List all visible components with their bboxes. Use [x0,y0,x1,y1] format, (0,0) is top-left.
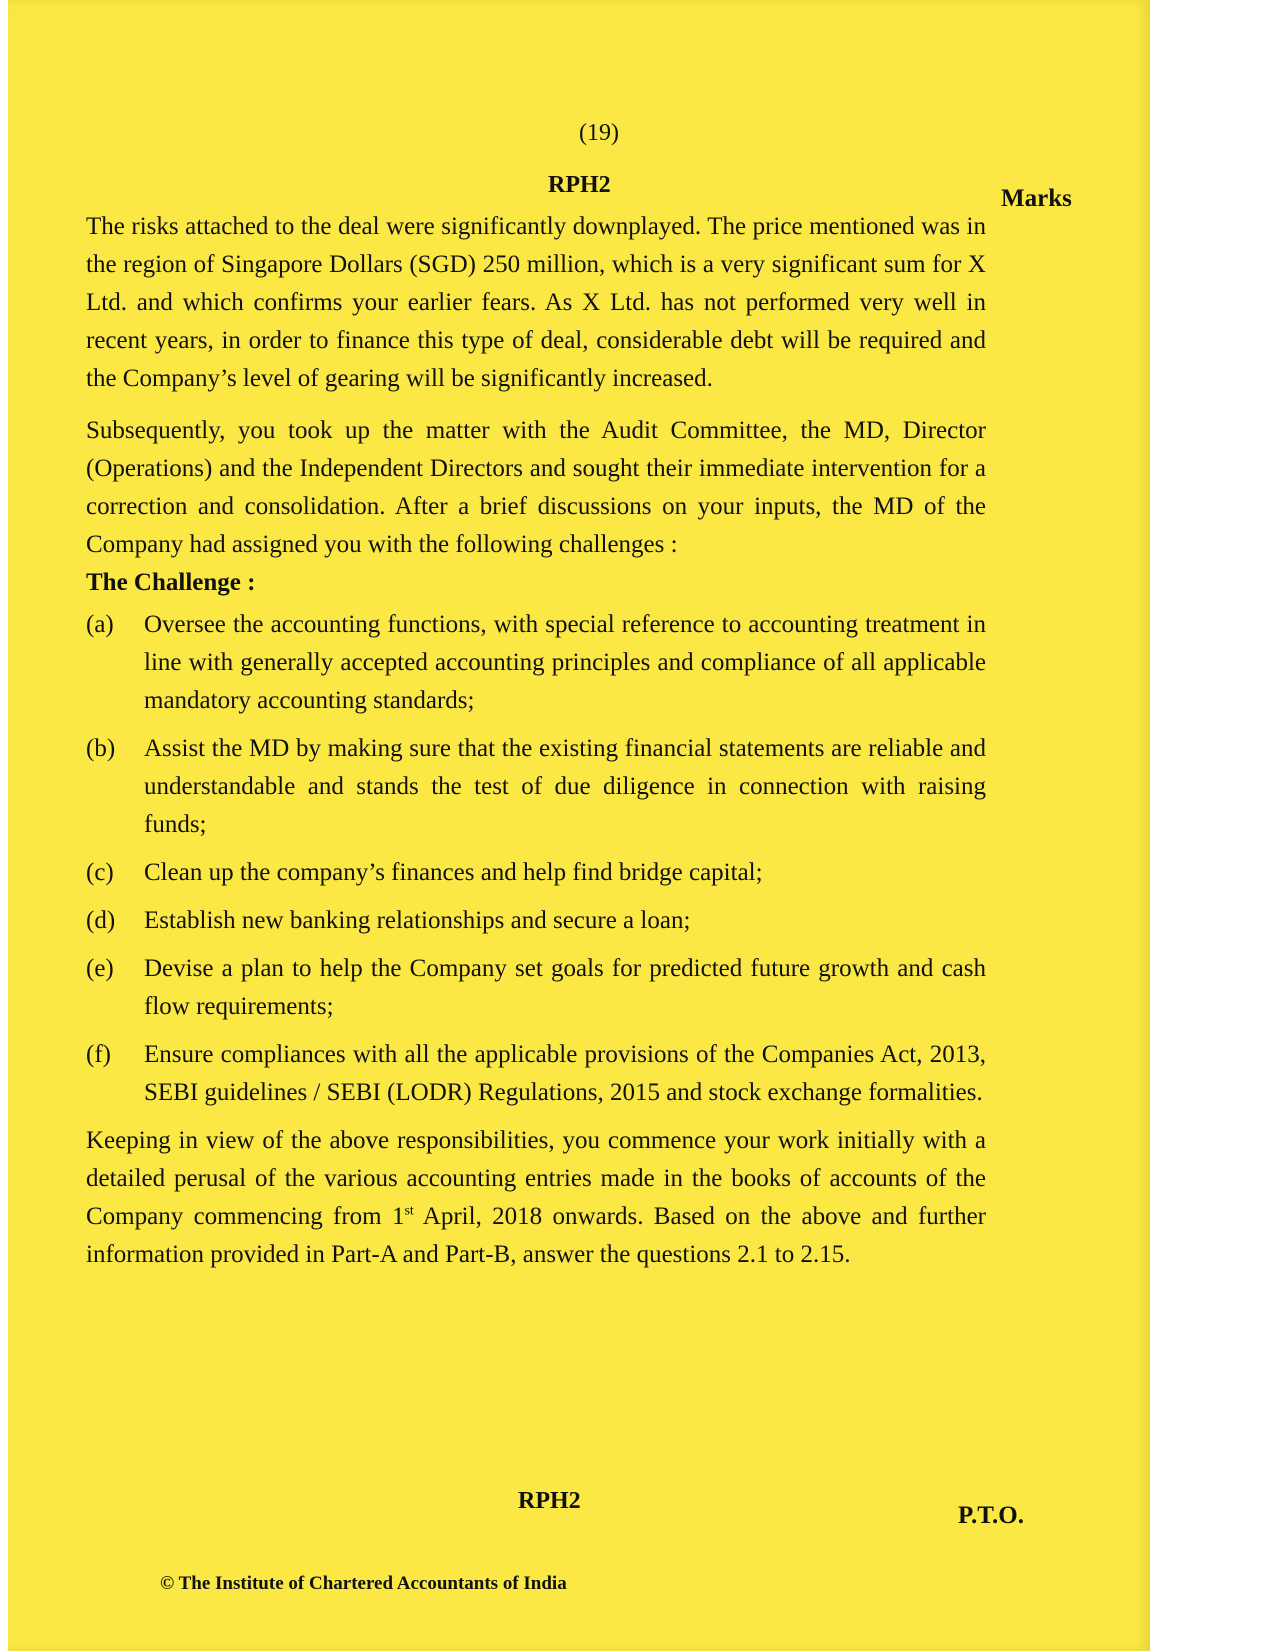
list-item-label: (c) [86,859,114,886]
list-item [86,854,986,892]
list-item [86,606,986,720]
challenge-heading: The Challenge : [86,569,256,596]
paragraph-deal-risks: The risks attached to the deal were significantly downplayed. The price mentioned was in the region of Singapore Dollars (SGD) 250 million, which is a very significant sum for X Ltd. and which confirms your earlier fears. As X Ltd. has not performed very well in recent years, in order to finance this type of deal, considerable debt will be required and the Company’s level of gearing will be significantly increased. [86,213,986,392]
list-item-text: Oversee the accounting functions, with special reference to accounting treatment in line with generally accepted accounting principles and compliance of all applicable mandatory accounting standards; [144,611,986,714]
list-item [86,730,986,844]
paragraph-audit-committee: Subsequently, you took up the matter with the Audit Committee, the MD, Director (Operations) and the Independent Directors and sought their immediate intervention for a correction and consolidation. After a brief discussions on your inputs, the MD of the Company had assigned you with the following challenges : [86,417,986,558]
list-item [86,950,986,1026]
closing-text-end: April, 2018 onwards. Based on the above and further information provided in Part-A and Part-B, answer the questions 2.1 to 2.15. [86,1203,986,1268]
please-turn-over: P.T.O. [958,1502,1024,1529]
paper-code-footer: RPH2 [518,1488,581,1514]
list-item-text: Devise a plan to help the Company set goals for predicted future growth and cash flow requirements; [144,955,986,1020]
ordinal-suffix: st [404,1203,414,1219]
list-item-label: (f) [86,1041,111,1068]
question-paper-sheet [8,0,1150,1651]
list-item [86,902,986,940]
closing-text-start: Keeping in view of the above responsibilities, you commence your work initially with a detailed perusal of the various accounting entries made in the books of accounts of the Company commencing from 1 [86,1127,986,1230]
list-item-text: Assist the MD by making sure that the existing financial statements are reliable and understandable and stands the test of due diligence in connection with raising funds; [144,735,986,838]
list-item-label: (b) [86,735,116,762]
question-body [86,208,986,1288]
paragraph-closing-instructions [86,1122,986,1274]
list-item-label: (d) [86,907,116,934]
paper-code-header: RPH2 [548,172,611,198]
list-item-label: (a) [86,611,114,638]
list-item-text: Clean up the company’s finances and help find bridge capital; [144,859,763,886]
list-item-label: (e) [86,955,114,982]
list-item-text: Establish new banking relationships and secure a loan; [144,907,691,934]
list-item-text: Ensure compliances with all the applicable provisions of the Companies Act, 2013, SEBI guidelines / SEBI (LODR) Regulations, 2015 and stock exchange formalities. [144,1041,986,1106]
marks-column-label: Marks [1001,185,1072,212]
list-item [86,1036,986,1112]
page-number: (19) [579,120,619,146]
copyright-notice: © The Institute of Chartered Accountants of India [160,1573,567,1594]
challenge-list [86,606,986,1112]
